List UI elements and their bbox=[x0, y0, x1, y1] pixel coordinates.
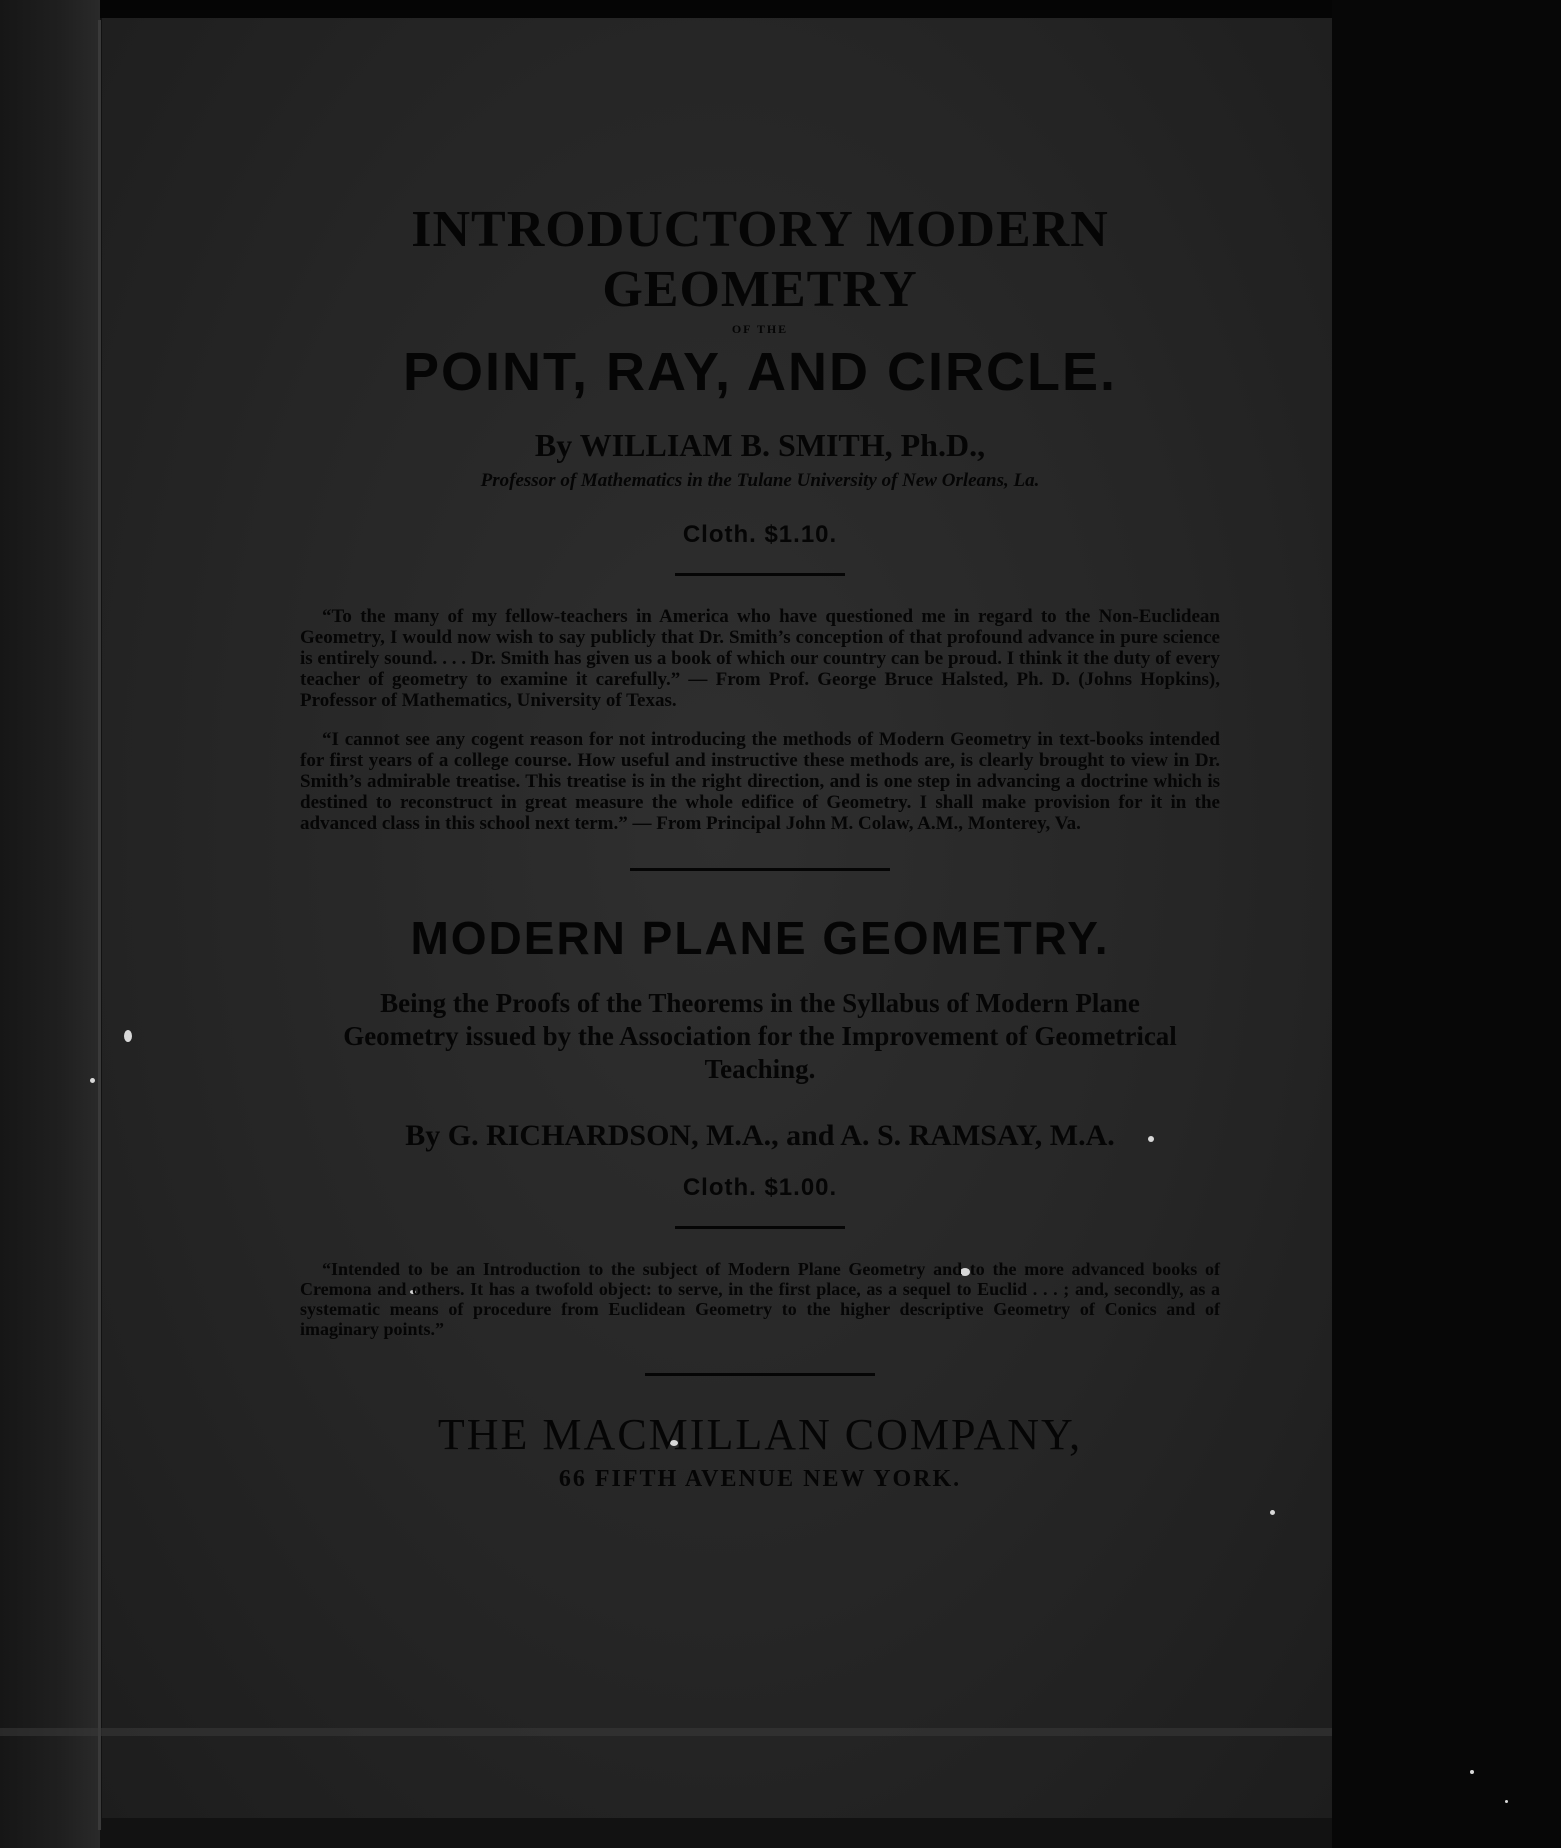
book2-title: MODERN PLANE GEOMETRY. bbox=[410, 912, 1110, 964]
top-edge bbox=[0, 0, 1561, 18]
scan-speck bbox=[90, 1078, 95, 1083]
book1-author: By WILLIAM B. SMITH, Ph.D., bbox=[534, 427, 986, 463]
scan-speck bbox=[1505, 1800, 1508, 1803]
book2-authors: By G. RICHARDSON, M.A., and A. S. RAMSAY, M.A. bbox=[405, 1119, 1115, 1152]
scan-speck bbox=[1470, 1770, 1474, 1774]
book2-price: Cloth. $1.00. bbox=[682, 1174, 838, 1201]
scan-speck bbox=[1270, 1510, 1275, 1515]
divider bbox=[675, 1226, 845, 1229]
divider bbox=[630, 868, 890, 871]
divider bbox=[675, 573, 845, 576]
advertisement-content bbox=[300, 200, 1220, 1493]
book2-quote: “Intended to be an Introduction to the subject of Modern Plane Geometry and to the more advanced books of Cremona and others. It has a twofold object: to serve, in the first place, as a sequel to Euclid . . . ; and, secondly, as a systematic means of procedure from Euclidean Geometry to the higher descriptive Geometry of Conics and of imaginary points.” bbox=[300, 1259, 1220, 1339]
bottom-scan-line bbox=[0, 1728, 1332, 1736]
book1-of-the: OF THE bbox=[731, 322, 789, 336]
book1-affiliation: Professor of Mathematics in the Tulane University of New Orleans, La. bbox=[480, 470, 1040, 491]
right-margin-shadow bbox=[1332, 0, 1561, 1848]
book1-title: INTRODUCTORY MODERN GEOMETRY bbox=[411, 201, 1109, 318]
book1-subtitle: POINT, RAY, AND CIRCLE. bbox=[402, 342, 1118, 402]
binding-edge-line bbox=[98, 20, 101, 1830]
scan-speck bbox=[124, 1030, 132, 1042]
divider bbox=[645, 1373, 875, 1376]
book2-description: Being the Proofs of the Theorems in the Syllabus of Modern Plane Geometry issued by the Association for the Improvement of Geometrical Teaching. bbox=[343, 988, 1177, 1084]
binding-strip bbox=[0, 0, 100, 1848]
book1-price: Cloth. $1.10. bbox=[682, 521, 838, 548]
book1-quote-halsted: “To the many of my fellow-teachers in America who have questioned me in regard to the Non-Euclidean Geometry, I would now wish to say publicly that Dr. Smith’s conception of that profound advance in pure science is entirely sound. . . . Dr. Smith has given us a book of which our country can be proud. I think it the duty of every teacher of geometry to examine it carefully.” — From Prof. George Bruce Halsted, Ph. D. (Johns Hopkins), Professor of Mathematics, University of Texas. bbox=[300, 606, 1220, 711]
publisher-name: THE MACMILLAN COMPANY, bbox=[437, 1410, 1083, 1459]
publisher-address: 66 FIFTH AVENUE NEW YORK. bbox=[558, 1466, 962, 1492]
book1-quote-colaw: “I cannot see any cogent reason for not introducing the methods of Modern Geometry in text-books intended for first years of a college course. How useful and instructive these methods are, is clearly brought to view in Dr. Smith’s admirable treatise. This treatise is in the right direction, and is one step in advancing a doctrine which is destined to reconstruct in great measure the whole edifice of Geometry. I shall make provision for it in the advanced class in this school next term.” — From Principal John M. Colaw, A.M., Monterey, Va. bbox=[300, 729, 1220, 834]
